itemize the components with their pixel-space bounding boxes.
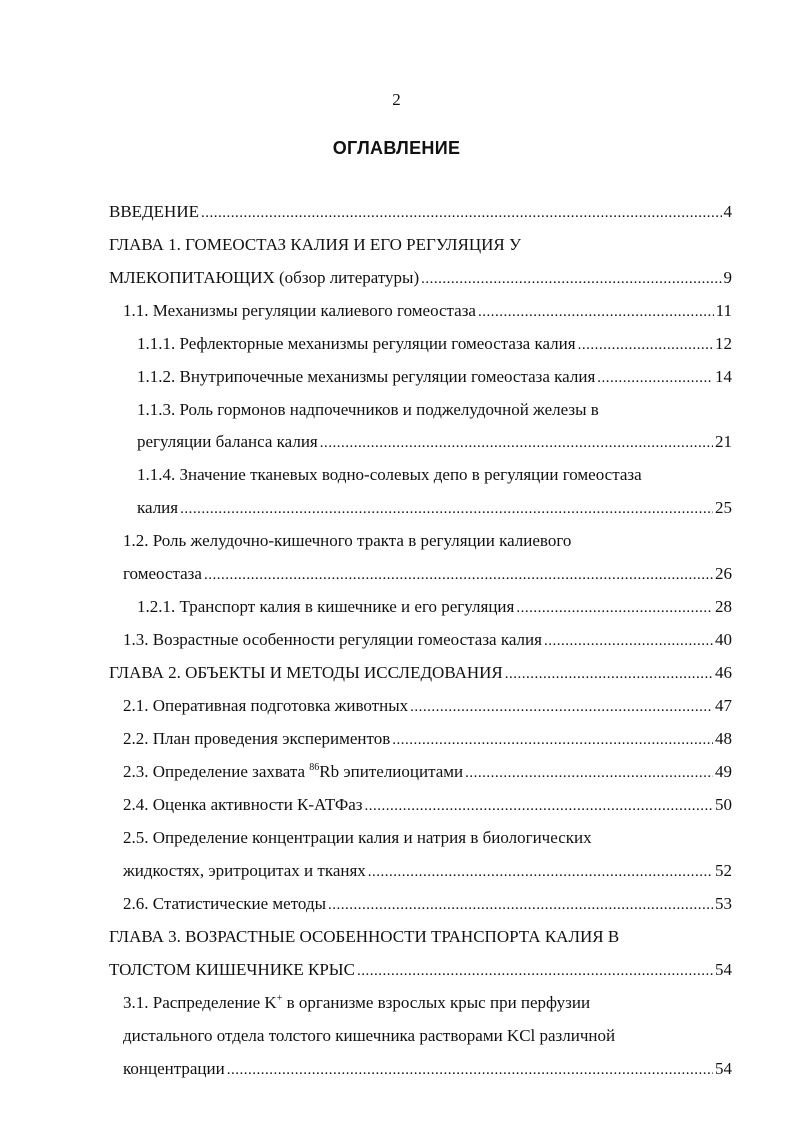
leader-dots [516,592,713,624]
toc-entry-page: 52 [715,861,732,880]
toc-entry-page: 53 [715,894,732,913]
toc-entry-page: 11 [715,301,732,320]
toc-entry-1-2[interactable] [123,525,732,557]
toc-entry-3-1-cont[interactable] [123,1020,732,1052]
toc-entry-page: 14 [715,367,732,386]
page-number: 2 [392,90,401,109]
toc-entry-page: 46 [715,663,732,682]
toc-entry-2-1[interactable] [123,690,732,722]
toc-title: ОГЛАВЛЕНИЕ [332,138,461,158]
leader-dots [201,197,722,229]
leader-dots [368,856,713,888]
toc-entry-page: 54 [715,1059,732,1078]
toc-entry-page: 21 [715,432,732,451]
leader-dots [392,724,713,756]
toc-entry-text: ВВЕДЕНИЕ [109,202,199,221]
toc-entry-text: ГЛАВА 1. ГОМЕОСТАЗ КАЛИЯ И ЕГО РЕГУЛЯЦИЯ У [109,235,522,254]
toc-entry-text: жидкостях, эритроцитах и тканях [123,861,366,880]
toc-entry-1-1-2[interactable] [137,361,732,393]
leader-dots [227,1054,713,1086]
toc-entry-page: 9 [723,268,732,287]
toc-entry-text: дистального отдела толстого кишечника растворами KCl различной [123,1026,616,1045]
toc-entry-chapter-2[interactable] [109,657,732,689]
leader-dots [544,625,713,657]
toc-entry-introduction[interactable] [109,196,732,228]
toc-entry-2-5-cont[interactable] [123,855,732,887]
toc-entry-text: 2.4. Оценка активности К-АТФаз [123,795,363,814]
leader-dots [597,362,713,394]
toc-entry-page: 25 [715,498,732,517]
isotope-superscript: 86 [309,762,320,773]
leader-dots [410,691,713,723]
toc-entry-text: регуляции баланса калия [137,432,318,451]
toc-entry-page: 12 [715,334,732,353]
toc-entry-page: 4 [723,202,732,221]
toc-entry-text: 1.1.4. Значение тканевых водно-солевых депо в регуляции гомеостаза [137,465,642,484]
toc-text-part: 2.3. Определение захвата [123,762,310,781]
leader-dots [578,329,713,361]
leader-dots [328,889,713,921]
toc-entry-text: 1.3. Возрастные особенности регуляции гомеостаза калия [123,630,542,649]
toc-entry-text: 1.1.2. Внутрипочечные механизмы регуляции гомеостаза калия [137,367,596,386]
toc-entry-text: концентрации [123,1059,225,1078]
toc-entry-text: 1.1.3. Роль гормонов надпочечников и поджелудочной железы в [137,400,599,419]
toc-entry-text: 1.1. Механизмы регуляции калиевого гомеостаза [123,301,476,320]
toc-entry-2-5[interactable] [123,822,732,854]
leader-dots [180,493,713,525]
leader-dots [357,955,713,987]
toc-entry-1-1-3[interactable] [137,394,732,426]
toc-entry-2-6[interactable] [123,888,732,920]
toc-entry-page: 50 [715,795,732,814]
toc-entry-text: ТОЛСТОМ КИШЕЧНИКЕ КРЫС [109,960,355,979]
toc-entry-2-4[interactable] [123,789,732,821]
leader-dots [421,263,721,295]
toc-entry-1-1-4-cont[interactable] [137,492,732,524]
toc-entry-text: 2.1. Оперативная подготовка животных [123,696,409,715]
toc-entry-text: калия [137,498,179,517]
toc-entry-3-1[interactable] [123,987,732,1019]
toc-entry-text: 1.2.1. Транспорт калия в кишечнике и его регуляция [137,597,515,616]
toc-entry-3-1-cont2[interactable] [123,1053,732,1085]
toc-entry-page: 47 [715,696,732,715]
toc-entry-1-1[interactable] [123,295,732,327]
toc-text-part: 3.1. Распределение K [123,993,277,1012]
toc-entry-page: 40 [715,630,732,649]
toc-text-part: в организме взрослых крыс при перфузии [282,993,591,1012]
toc-entry-chapter-3-cont[interactable] [109,954,732,986]
toc-entry-text: 2.5. Определение концентрации калия и натрия в биологических [123,828,592,847]
toc-entry-2-2[interactable] [123,723,732,755]
toc-entry-1-3[interactable] [123,624,732,656]
leader-dots [505,658,713,690]
ion-superscript: + [276,993,283,1004]
toc-entry-chapter-3[interactable] [109,921,732,953]
toc-entry-text: 1.1.1. Рефлекторные механизмы регуляции гомеостаза калия [137,334,576,353]
toc-entry-page: 26 [715,564,732,583]
toc-entry-1-1-1[interactable] [137,328,732,360]
toc-entry-text: 1.2. Роль желудочно-кишечного тракта в регуляции калиевого [123,531,572,550]
toc-entry-text: ГЛАВА 3. ВОЗРАСТНЫЕ ОСОБЕННОСТИ ТРАНСПОРТА КАЛИЯ В [109,927,620,946]
toc-entry-1-1-3-cont[interactable] [137,426,732,458]
toc-entry-1-2-1[interactable] [137,591,732,623]
leader-dots [465,757,713,789]
leader-dots [478,296,714,328]
toc-entry-text: МЛЕКОПИТАЮЩИХ (обзор литературы) [109,268,420,287]
toc-entry-text [123,756,463,788]
toc-entry-text: гомеостаза [123,564,202,583]
toc-entry-page: 48 [715,729,732,748]
toc-entry-1-2-cont[interactable] [123,558,732,590]
toc-entry-text [123,987,590,1019]
toc-entry-page: 49 [715,762,732,781]
leader-dots [204,559,713,591]
toc-text-part: Rb эпителиоцитами [319,762,464,781]
toc-entry-1-1-4[interactable] [137,459,732,491]
toc-entry-chapter-1-cont[interactable] [109,262,732,294]
toc-entry-text: 2.2. План проведения экспериментов [123,729,391,748]
toc-entry-2-3[interactable] [123,756,732,788]
toc-entry-chapter-1[interactable] [109,229,732,261]
toc-entry-page: 54 [715,960,732,979]
toc-entry-text: 2.6. Статистические методы [123,894,327,913]
leader-dots [320,427,713,459]
toc-entry-page: 28 [715,597,732,616]
leader-dots [365,790,713,822]
toc-entry-text: ГЛАВА 2. ОБЪЕКТЫ И МЕТОДЫ ИССЛЕДОВАНИЯ [109,663,503,682]
